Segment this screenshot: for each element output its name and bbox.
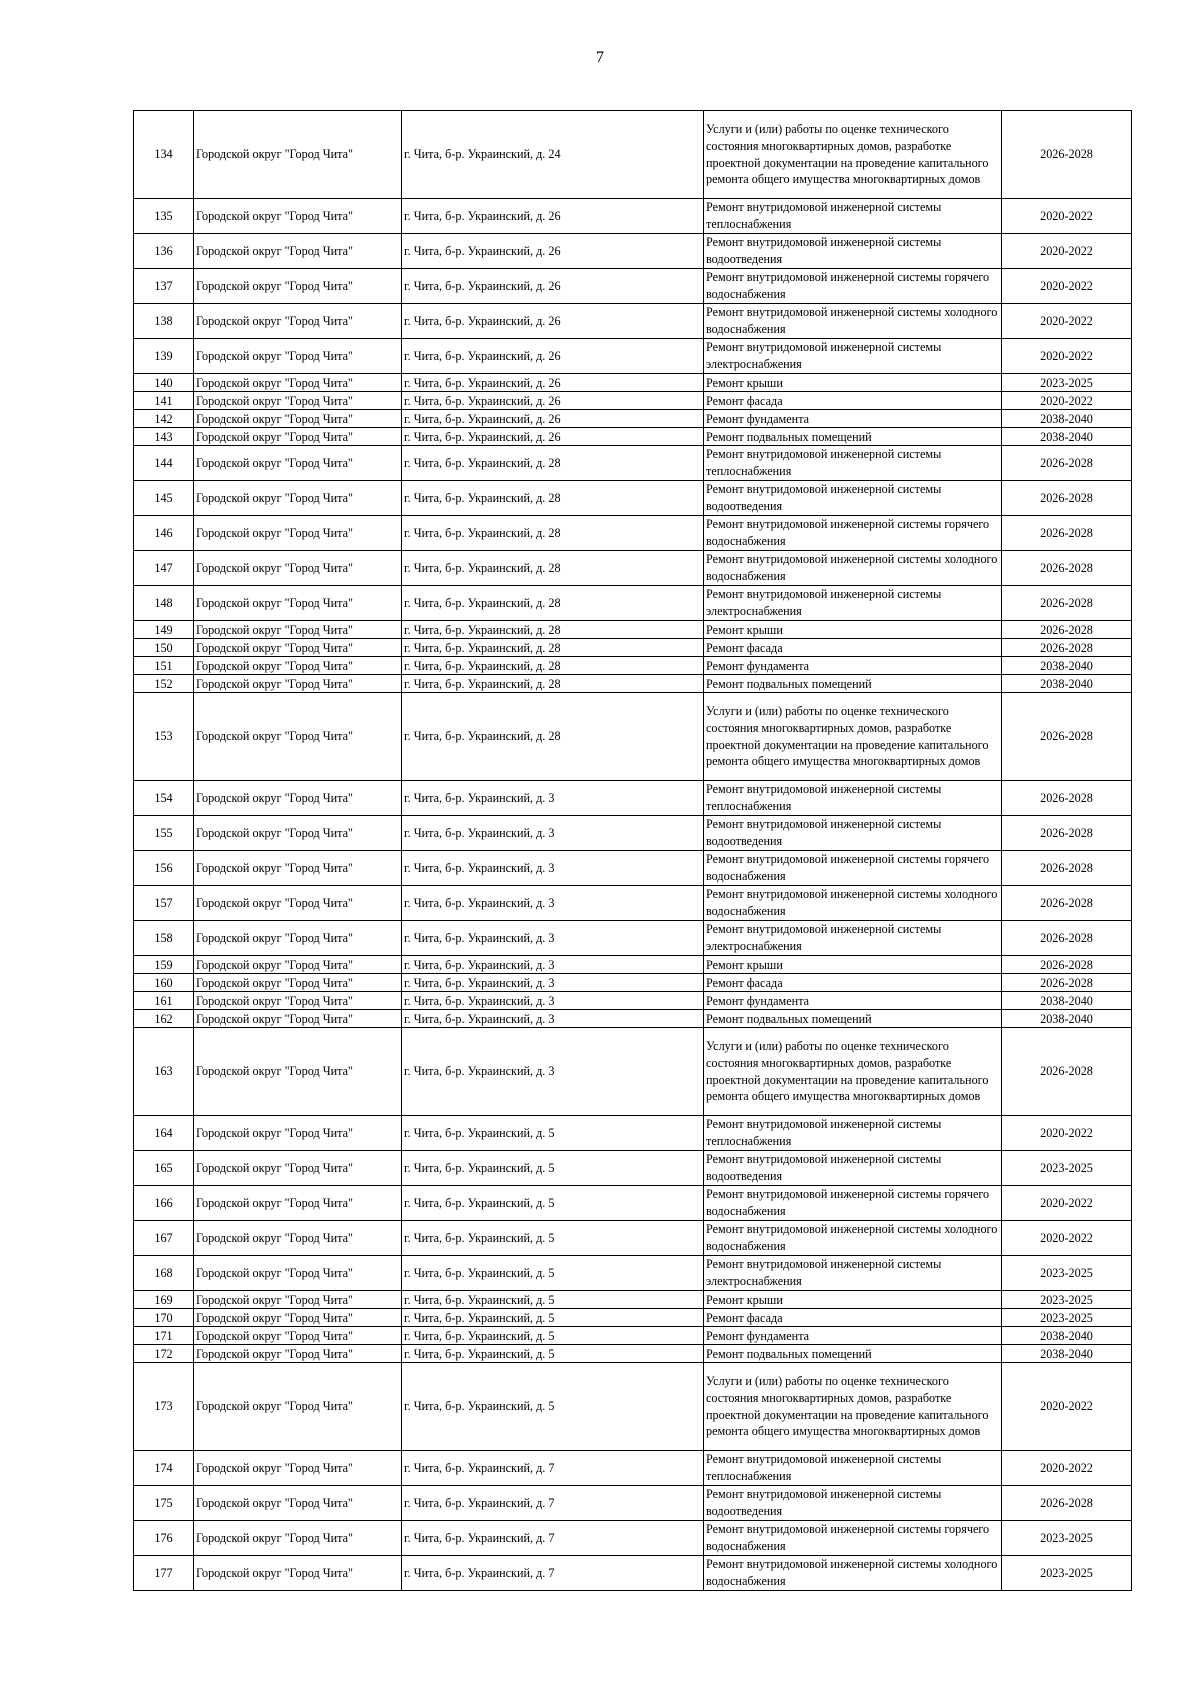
address-cell: г. Чита, б-р. Украинский, д. 28 [402, 657, 704, 675]
period-cell: 2020-2022 [1002, 1221, 1132, 1256]
address-cell: г. Чита, б-р. Украинский, д. 3 [402, 781, 704, 816]
row-number-cell: 143 [134, 428, 194, 446]
row-number-cell: 172 [134, 1345, 194, 1363]
period-cell: 2023-2025 [1002, 1256, 1132, 1291]
table-row [134, 1256, 1132, 1291]
address-cell: г. Чита, б-р. Украинский, д. 5 [402, 1345, 704, 1363]
period-cell: 2020-2022 [1002, 199, 1132, 234]
period-cell: 2023-2025 [1002, 1556, 1132, 1591]
period-cell: 2026-2028 [1002, 1486, 1132, 1521]
work-type-cell: Ремонт внутридомовой инженерной системы водоотведения [704, 816, 1002, 851]
municipality-cell: Городской округ "Город Чита" [194, 974, 402, 992]
work-type-cell: Ремонт внутридомовой инженерной системы водоотведения [704, 481, 1002, 516]
municipality-cell: Городской округ "Город Чита" [194, 693, 402, 781]
period-cell: 2020-2022 [1002, 1451, 1132, 1486]
table-row [134, 1363, 1132, 1451]
work-type-cell: Ремонт внутридомовой инженерной системы водоотведения [704, 234, 1002, 269]
table-row [134, 1116, 1132, 1151]
municipality-cell: Городской округ "Город Чита" [194, 1028, 402, 1116]
address-cell: г. Чита, б-р. Украинский, д. 3 [402, 974, 704, 992]
work-type-cell: Ремонт подвальных помещений [704, 1010, 1002, 1028]
row-number-cell: 148 [134, 586, 194, 621]
address-cell: г. Чита, б-р. Украинский, д. 3 [402, 956, 704, 974]
page-number: 7 [596, 49, 604, 66]
table-row [134, 851, 1132, 886]
table-row [134, 269, 1132, 304]
row-number-cell: 159 [134, 956, 194, 974]
address-cell: г. Чита, б-р. Украинский, д. 28 [402, 621, 704, 639]
municipality-cell: Городской округ "Город Чита" [194, 410, 402, 428]
period-cell: 2026-2028 [1002, 781, 1132, 816]
work-type-cell: Ремонт фундамента [704, 657, 1002, 675]
work-type-cell: Ремонт внутридомовой инженерной системы холодного водоснабжения [704, 551, 1002, 586]
municipality-cell: Городской округ "Город Чита" [194, 516, 402, 551]
address-cell: г. Чита, б-р. Украинский, д. 7 [402, 1486, 704, 1521]
work-type-cell: Ремонт внутридомовой инженерной системы теплоснабжения [704, 446, 1002, 481]
row-number-cell: 157 [134, 886, 194, 921]
address-cell: г. Чита, б-р. Украинский, д. 7 [402, 1451, 704, 1486]
work-type-cell: Ремонт внутридомовой инженерной системы электроснабжения [704, 339, 1002, 374]
row-number-cell: 151 [134, 657, 194, 675]
row-number-cell: 161 [134, 992, 194, 1010]
work-type-cell: Ремонт внутридомовой инженерной системы холодного водоснабжения [704, 304, 1002, 339]
period-cell: 2038-2040 [1002, 992, 1132, 1010]
period-cell: 2026-2028 [1002, 621, 1132, 639]
municipality-cell: Городской округ "Город Чита" [194, 586, 402, 621]
municipality-cell: Городской округ "Город Чита" [194, 1256, 402, 1291]
period-cell: 2020-2022 [1002, 392, 1132, 410]
row-number-cell: 165 [134, 1151, 194, 1186]
municipality-cell: Городской округ "Город Чита" [194, 921, 402, 956]
row-number-cell: 160 [134, 974, 194, 992]
period-cell: 2038-2040 [1002, 657, 1132, 675]
table-row [134, 1521, 1132, 1556]
address-cell: г. Чита, б-р. Украинский, д. 5 [402, 1309, 704, 1327]
address-cell: г. Чита, б-р. Украинский, д. 26 [402, 304, 704, 339]
address-cell: г. Чита, б-р. Украинский, д. 28 [402, 586, 704, 621]
table-row [134, 234, 1132, 269]
period-cell: 2026-2028 [1002, 974, 1132, 992]
table-row [134, 586, 1132, 621]
address-cell: г. Чита, б-р. Украинский, д. 24 [402, 111, 704, 199]
address-cell: г. Чита, б-р. Украинский, д. 26 [402, 269, 704, 304]
table-row [134, 1327, 1132, 1345]
work-type-cell: Ремонт внутридомовой инженерной системы горячего водоснабжения [704, 1521, 1002, 1556]
row-number-cell: 169 [134, 1291, 194, 1309]
address-cell: г. Чита, б-р. Украинский, д. 5 [402, 1186, 704, 1221]
work-type-cell: Ремонт фундамента [704, 410, 1002, 428]
table-row [134, 675, 1132, 693]
address-cell: г. Чита, б-р. Украинский, д. 28 [402, 481, 704, 516]
row-number-cell: 136 [134, 234, 194, 269]
address-cell: г. Чита, б-р. Украинский, д. 5 [402, 1116, 704, 1151]
work-type-cell: Ремонт фасада [704, 974, 1002, 992]
table-row [134, 199, 1132, 234]
work-type-cell: Услуги и (или) работы по оценке технического состояния многоквартирных домов, разработке проектной документации на проведение капитального ремонта общего имущества многоквартирных домов [704, 111, 1002, 199]
work-type-cell: Ремонт внутридомовой инженерной системы холодного водоснабжения [704, 1556, 1002, 1591]
period-cell: 2020-2022 [1002, 1363, 1132, 1451]
row-number-cell: 154 [134, 781, 194, 816]
address-cell: г. Чита, б-р. Украинский, д. 5 [402, 1291, 704, 1309]
period-cell: 2020-2022 [1002, 1186, 1132, 1221]
municipality-cell: Городской округ "Город Чита" [194, 992, 402, 1010]
period-cell: 2038-2040 [1002, 1345, 1132, 1363]
municipality-cell: Городской округ "Город Чита" [194, 1486, 402, 1521]
table-row [134, 516, 1132, 551]
period-cell: 2026-2028 [1002, 111, 1132, 199]
address-cell: г. Чита, б-р. Украинский, д. 3 [402, 992, 704, 1010]
period-cell: 2026-2028 [1002, 481, 1132, 516]
work-type-cell: Ремонт внутридомовой инженерной системы горячего водоснабжения [704, 1186, 1002, 1221]
work-type-cell: Ремонт внутридомовой инженерной системы теплоснабжения [704, 199, 1002, 234]
municipality-cell: Городской округ "Город Чита" [194, 392, 402, 410]
period-cell: 2026-2028 [1002, 586, 1132, 621]
row-number-cell: 147 [134, 551, 194, 586]
address-cell: г. Чита, б-р. Украинский, д. 28 [402, 675, 704, 693]
municipality-cell: Городской округ "Город Чита" [194, 621, 402, 639]
row-number-cell: 177 [134, 1556, 194, 1591]
work-type-cell: Ремонт внутридомовой инженерной системы водоотведения [704, 1486, 1002, 1521]
row-number-cell: 167 [134, 1221, 194, 1256]
row-number-cell: 152 [134, 675, 194, 693]
period-cell: 2026-2028 [1002, 639, 1132, 657]
work-type-cell: Ремонт внутридомовой инженерной системы водоотведения [704, 1151, 1002, 1186]
table-row [134, 1291, 1132, 1309]
work-type-cell: Ремонт фасада [704, 392, 1002, 410]
municipality-cell: Городской округ "Город Чита" [194, 446, 402, 481]
row-number-cell: 140 [134, 374, 194, 392]
table-row [134, 374, 1132, 392]
address-cell: г. Чита, б-р. Украинский, д. 28 [402, 516, 704, 551]
work-type-cell: Услуги и (или) работы по оценке технического состояния многоквартирных домов, разработке проектной документации на проведение капитального ремонта общего имущества многоквартирных домов [704, 693, 1002, 781]
period-cell: 2023-2025 [1002, 374, 1132, 392]
municipality-cell: Городской округ "Город Чита" [194, 639, 402, 657]
table-row [134, 481, 1132, 516]
address-cell: г. Чита, б-р. Украинский, д. 5 [402, 1363, 704, 1451]
table-row [134, 446, 1132, 481]
address-cell: г. Чита, б-р. Украинский, д. 5 [402, 1327, 704, 1345]
table-row [134, 657, 1132, 675]
municipality-cell: Городской округ "Город Чита" [194, 1186, 402, 1221]
address-cell: г. Чита, б-р. Украинский, д. 26 [402, 339, 704, 374]
work-type-cell: Ремонт подвальных помещений [704, 675, 1002, 693]
table-row [134, 693, 1132, 781]
period-cell: 2038-2040 [1002, 675, 1132, 693]
municipality-cell: Городской округ "Город Чита" [194, 886, 402, 921]
row-number-cell: 145 [134, 481, 194, 516]
work-type-cell: Ремонт внутридомовой инженерной системы горячего водоснабжения [704, 851, 1002, 886]
work-type-cell: Услуги и (или) работы по оценке технического состояния многоквартирных домов, разработке проектной документации на проведение капитального ремонта общего имущества многоквартирных домов [704, 1363, 1002, 1451]
row-number-cell: 149 [134, 621, 194, 639]
municipality-cell: Городской округ "Город Чита" [194, 339, 402, 374]
address-cell: г. Чита, б-р. Украинский, д. 28 [402, 446, 704, 481]
address-cell: г. Чита, б-р. Украинский, д. 7 [402, 1521, 704, 1556]
row-number-cell: 173 [134, 1363, 194, 1451]
address-cell: г. Чита, б-р. Украинский, д. 28 [402, 639, 704, 657]
row-number-cell: 156 [134, 851, 194, 886]
row-number-cell: 175 [134, 1486, 194, 1521]
table-row [134, 1345, 1132, 1363]
work-type-cell: Ремонт крыши [704, 956, 1002, 974]
work-type-cell: Ремонт внутридомовой инженерной системы холодного водоснабжения [704, 886, 1002, 921]
municipality-cell: Городской округ "Город Чита" [194, 111, 402, 199]
period-cell: 2020-2022 [1002, 269, 1132, 304]
municipality-cell: Городской округ "Город Чита" [194, 199, 402, 234]
work-type-cell: Ремонт внутридомовой инженерной системы электроснабжения [704, 1256, 1002, 1291]
row-number-cell: 171 [134, 1327, 194, 1345]
municipality-cell: Городской округ "Город Чита" [194, 428, 402, 446]
municipality-cell: Городской округ "Город Чита" [194, 304, 402, 339]
work-type-cell: Ремонт внутридомовой инженерной системы электроснабжения [704, 586, 1002, 621]
work-type-cell: Ремонт крыши [704, 1291, 1002, 1309]
period-cell: 2026-2028 [1002, 921, 1132, 956]
row-number-cell: 134 [134, 111, 194, 199]
municipality-cell: Городской округ "Город Чита" [194, 551, 402, 586]
period-cell: 2026-2028 [1002, 551, 1132, 586]
period-cell: 2026-2028 [1002, 886, 1132, 921]
municipality-cell: Городской округ "Город Чита" [194, 1291, 402, 1309]
period-cell: 2023-2025 [1002, 1309, 1132, 1327]
municipality-cell: Городской округ "Город Чита" [194, 1151, 402, 1186]
row-number-cell: 144 [134, 446, 194, 481]
municipality-cell: Городской округ "Город Чита" [194, 1451, 402, 1486]
address-cell: г. Чита, б-р. Украинский, д. 28 [402, 551, 704, 586]
table-row [134, 410, 1132, 428]
table-row [134, 1556, 1132, 1591]
period-cell: 2020-2022 [1002, 339, 1132, 374]
municipality-cell: Городской округ "Город Чита" [194, 269, 402, 304]
table-row [134, 392, 1132, 410]
work-type-cell: Ремонт фасада [704, 639, 1002, 657]
period-cell: 2026-2028 [1002, 1028, 1132, 1116]
row-number-cell: 162 [134, 1010, 194, 1028]
table-row [134, 1451, 1132, 1486]
work-type-cell: Ремонт внутридомовой инженерной системы холодного водоснабжения [704, 1221, 1002, 1256]
row-number-cell: 141 [134, 392, 194, 410]
row-number-cell: 176 [134, 1521, 194, 1556]
address-cell: г. Чита, б-р. Украинский, д. 3 [402, 1010, 704, 1028]
row-number-cell: 153 [134, 693, 194, 781]
municipality-cell: Городской округ "Город Чита" [194, 851, 402, 886]
work-type-cell: Ремонт внутридомовой инженерной системы горячего водоснабжения [704, 516, 1002, 551]
address-cell: г. Чита, б-р. Украинский, д. 26 [402, 199, 704, 234]
table-row [134, 1221, 1132, 1256]
municipality-cell: Городской округ "Город Чита" [194, 1521, 402, 1556]
table-row [134, 1186, 1132, 1221]
work-type-cell: Ремонт внутридомовой инженерной системы горячего водоснабжения [704, 269, 1002, 304]
row-number-cell: 168 [134, 1256, 194, 1291]
municipality-cell: Городской округ "Город Чита" [194, 675, 402, 693]
period-cell: 2026-2028 [1002, 693, 1132, 781]
row-number-cell: 155 [134, 816, 194, 851]
table-row [134, 816, 1132, 851]
address-cell: г. Чита, б-р. Украинский, д. 3 [402, 816, 704, 851]
work-type-cell: Ремонт фундамента [704, 992, 1002, 1010]
period-cell: 2023-2025 [1002, 1291, 1132, 1309]
municipality-cell: Городской округ "Город Чита" [194, 1363, 402, 1451]
municipality-cell: Городской округ "Город Чита" [194, 657, 402, 675]
table-row [134, 1486, 1132, 1521]
address-cell: г. Чита, б-р. Украинский, д. 5 [402, 1151, 704, 1186]
row-number-cell: 166 [134, 1186, 194, 1221]
work-type-cell: Ремонт крыши [704, 621, 1002, 639]
municipality-cell: Городской округ "Город Чита" [194, 1309, 402, 1327]
table-row [134, 339, 1132, 374]
work-type-cell: Ремонт внутридомовой инженерной системы теплоснабжения [704, 1451, 1002, 1486]
address-cell: г. Чита, б-р. Украинский, д. 26 [402, 374, 704, 392]
municipality-cell: Городской округ "Город Чита" [194, 234, 402, 269]
work-type-cell: Услуги и (или) работы по оценке технического состояния многоквартирных домов, разработке проектной документации на проведение капитального ремонта общего имущества многоквартирных домов [704, 1028, 1002, 1116]
period-cell: 2038-2040 [1002, 428, 1132, 446]
municipality-cell: Городской округ "Город Чита" [194, 781, 402, 816]
table-row [134, 1028, 1132, 1116]
table-row [134, 621, 1132, 639]
row-number-cell: 139 [134, 339, 194, 374]
period-cell: 2026-2028 [1002, 956, 1132, 974]
address-cell: г. Чита, б-р. Украинский, д. 3 [402, 886, 704, 921]
address-cell: г. Чита, б-р. Украинский, д. 7 [402, 1556, 704, 1591]
row-number-cell: 174 [134, 1451, 194, 1486]
address-cell: г. Чита, б-р. Украинский, д. 26 [402, 234, 704, 269]
table-row [134, 111, 1132, 199]
address-cell: г. Чита, б-р. Украинский, д. 3 [402, 851, 704, 886]
row-number-cell: 163 [134, 1028, 194, 1116]
work-type-cell: Ремонт внутридомовой инженерной системы теплоснабжения [704, 781, 1002, 816]
row-number-cell: 158 [134, 921, 194, 956]
period-cell: 2038-2040 [1002, 1010, 1132, 1028]
works-table-body [134, 111, 1132, 1591]
municipality-cell: Городской округ "Город Чита" [194, 1221, 402, 1256]
work-type-cell: Ремонт внутридомовой инженерной системы электроснабжения [704, 921, 1002, 956]
table-row [134, 1010, 1132, 1028]
table-row [134, 304, 1132, 339]
period-cell: 2026-2028 [1002, 851, 1132, 886]
address-cell: г. Чита, б-р. Украинский, д. 26 [402, 428, 704, 446]
row-number-cell: 135 [134, 199, 194, 234]
table-row [134, 781, 1132, 816]
table-row [134, 1309, 1132, 1327]
table-row [134, 956, 1132, 974]
table-row [134, 639, 1132, 657]
address-cell: г. Чита, б-р. Украинский, д. 26 [402, 392, 704, 410]
table-row [134, 886, 1132, 921]
table-row [134, 428, 1132, 446]
period-cell: 2026-2028 [1002, 816, 1132, 851]
address-cell: г. Чита, б-р. Украинский, д. 26 [402, 410, 704, 428]
municipality-cell: Городской округ "Город Чита" [194, 816, 402, 851]
period-cell: 2023-2025 [1002, 1151, 1132, 1186]
period-cell: 2020-2022 [1002, 1116, 1132, 1151]
table-row [134, 992, 1132, 1010]
address-cell: г. Чита, б-р. Украинский, д. 28 [402, 693, 704, 781]
municipality-cell: Городской округ "Город Чита" [194, 1116, 402, 1151]
municipality-cell: Городской округ "Город Чита" [194, 481, 402, 516]
period-cell: 2026-2028 [1002, 516, 1132, 551]
address-cell: г. Чита, б-р. Украинский, д. 3 [402, 921, 704, 956]
municipality-cell: Городской округ "Город Чита" [194, 1327, 402, 1345]
row-number-cell: 142 [134, 410, 194, 428]
municipality-cell: Городской округ "Город Чита" [194, 1345, 402, 1363]
row-number-cell: 150 [134, 639, 194, 657]
work-type-cell: Ремонт подвальных помещений [704, 1345, 1002, 1363]
period-cell: 2020-2022 [1002, 234, 1132, 269]
address-cell: г. Чита, б-р. Украинский, д. 5 [402, 1221, 704, 1256]
table-row [134, 974, 1132, 992]
table-row [134, 921, 1132, 956]
municipality-cell: Городской округ "Город Чита" [194, 1556, 402, 1591]
municipality-cell: Городской округ "Город Чита" [194, 374, 402, 392]
row-number-cell: 146 [134, 516, 194, 551]
address-cell: г. Чита, б-р. Украинский, д. 3 [402, 1028, 704, 1116]
period-cell: 2038-2040 [1002, 410, 1132, 428]
works-table [133, 110, 1132, 1591]
address-cell: г. Чита, б-р. Украинский, д. 5 [402, 1256, 704, 1291]
period-cell: 2020-2022 [1002, 304, 1132, 339]
period-cell: 2026-2028 [1002, 446, 1132, 481]
work-type-cell: Ремонт крыши [704, 374, 1002, 392]
work-type-cell: Ремонт внутридомовой инженерной системы теплоснабжения [704, 1116, 1002, 1151]
row-number-cell: 164 [134, 1116, 194, 1151]
row-number-cell: 138 [134, 304, 194, 339]
work-type-cell: Ремонт подвальных помещений [704, 428, 1002, 446]
work-type-cell: Ремонт фундамента [704, 1327, 1002, 1345]
municipality-cell: Городской округ "Город Чита" [194, 956, 402, 974]
work-type-cell: Ремонт фасада [704, 1309, 1002, 1327]
period-cell: 2023-2025 [1002, 1521, 1132, 1556]
table-row [134, 1151, 1132, 1186]
row-number-cell: 170 [134, 1309, 194, 1327]
table-row [134, 551, 1132, 586]
row-number-cell: 137 [134, 269, 194, 304]
municipality-cell: Городской округ "Город Чита" [194, 1010, 402, 1028]
period-cell: 2038-2040 [1002, 1327, 1132, 1345]
